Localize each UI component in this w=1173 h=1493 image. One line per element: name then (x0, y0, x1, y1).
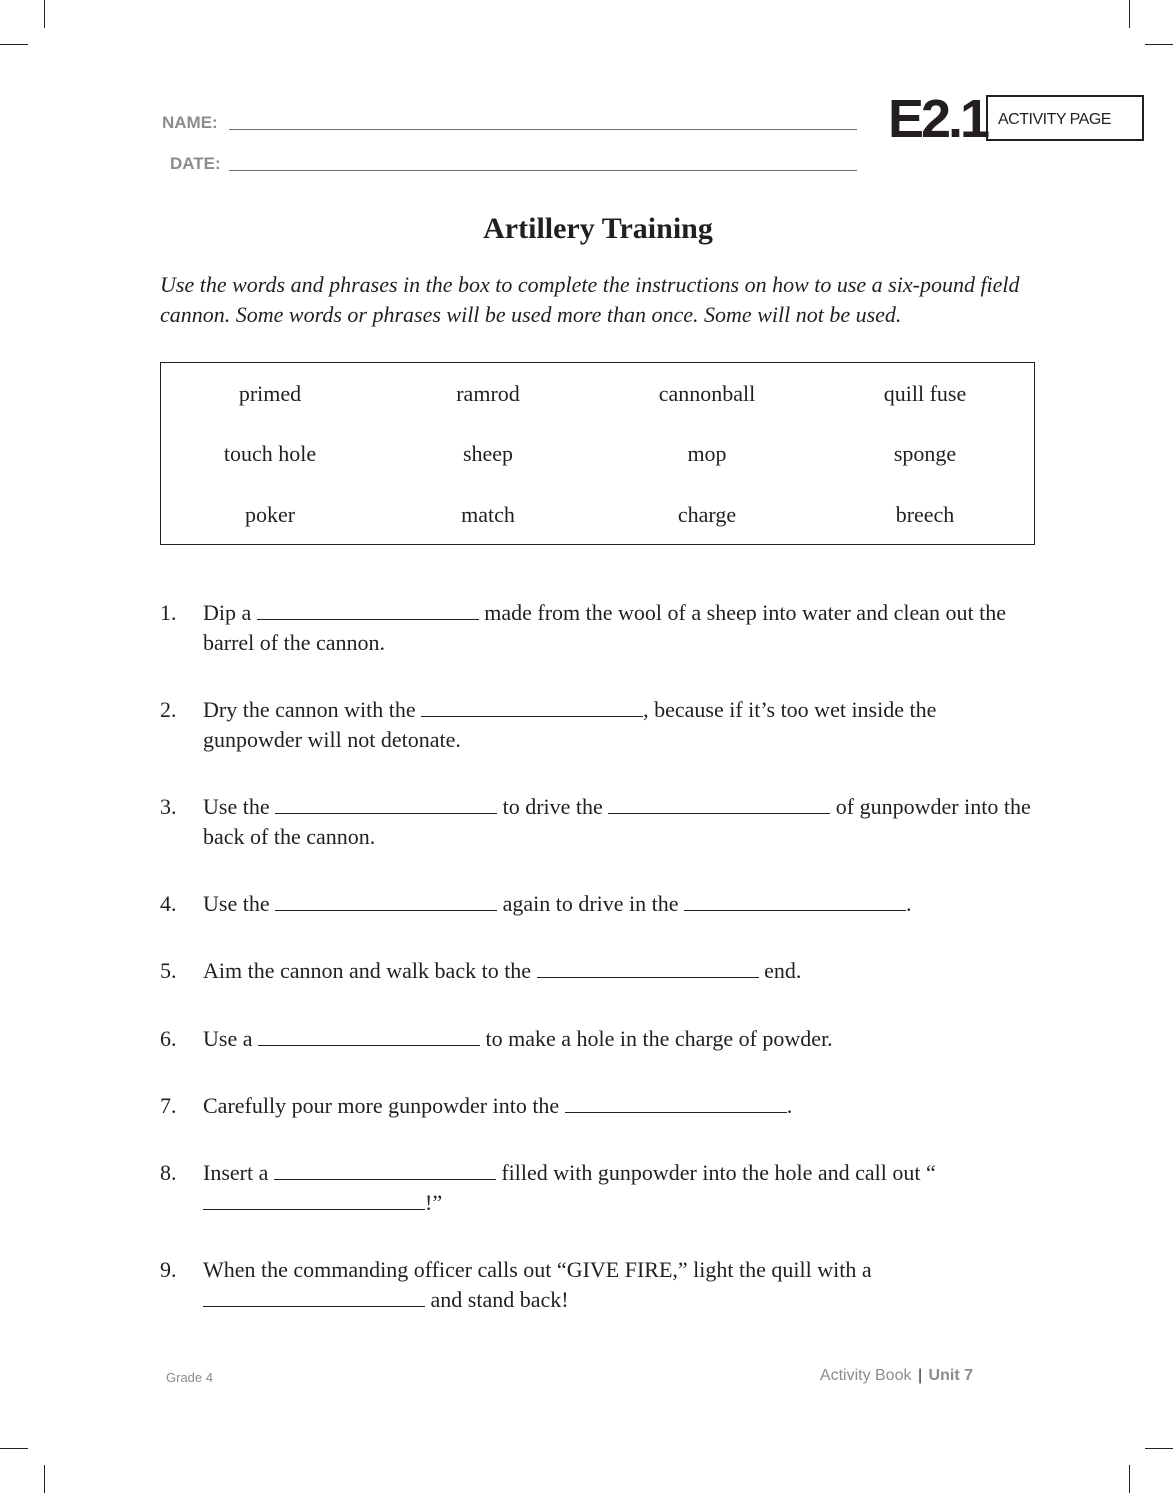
question-number: 8. (160, 1160, 177, 1185)
name-field[interactable] (229, 129, 857, 130)
answer-blank[interactable] (203, 1189, 425, 1210)
answer-blank[interactable] (257, 599, 479, 620)
crop-mark (1129, 1465, 1130, 1493)
word-bank-item: primed (238, 381, 302, 406)
activity-page-badge: ACTIVITY PAGE (986, 95, 1144, 141)
answer-blank[interactable] (537, 957, 759, 978)
crop-mark (1129, 0, 1130, 28)
answer-blank[interactable] (684, 890, 906, 911)
question-text: , because if it’s too wet inside the gunpowder will not detonate. (203, 697, 937, 752)
word-bank-item: sheep (462, 441, 514, 466)
footer-separator: | (917, 1367, 923, 1384)
crop-mark (0, 1448, 28, 1449)
question-5 (160, 956, 1040, 986)
word-bank (160, 362, 1035, 545)
crop-mark (44, 0, 45, 28)
instructions: Use the words and phrases in the box to complete the instructions on how to use a six-pound field cannon. Some words or phrases will be used more than once. Some will not be used. (160, 272, 1020, 327)
answer-blank[interactable] (203, 1286, 425, 1307)
question-4 (160, 889, 1040, 919)
answer-blank[interactable] (258, 1025, 480, 1046)
question-number: 3. (160, 794, 177, 819)
question-text: made from the wool of a sheep into water and clean out the barrel of the cannon. (203, 600, 1006, 655)
answer-blank[interactable] (275, 793, 497, 814)
question-7 (160, 1091, 1040, 1121)
question-text: Aim the cannon and walk back to the (203, 958, 537, 983)
answer-blank[interactable] (608, 793, 830, 814)
word-bank-item: ramrod (456, 381, 520, 406)
question-text: filled with gunpowder into the hole and call out “ (495, 1160, 936, 1185)
question-text: to drive the (497, 794, 609, 819)
page-title: Artillery Training (483, 212, 713, 245)
question-text: Dry the cannon with the (203, 697, 422, 722)
question-text: Use the (203, 794, 276, 819)
question-text: of gunpowder into the back of the cannon. (203, 794, 1031, 849)
question-number: 9. (160, 1257, 177, 1282)
question-number: 7. (160, 1093, 177, 1118)
word-bank-item: breech (895, 502, 955, 527)
name-label: NAME: (162, 113, 218, 132)
footer-grade: Grade 4 (166, 1370, 213, 1385)
word-bank-item: mop (687, 441, 727, 466)
date-field[interactable] (229, 170, 857, 171)
word-bank-item: quill fuse (883, 381, 967, 406)
word-bank-item: sponge (893, 441, 957, 466)
question-text: Dip a (203, 600, 257, 625)
question-text: again to drive in the (497, 891, 685, 916)
question-text: !” (425, 1190, 443, 1215)
activity-code: E2.1 (888, 89, 988, 149)
word-bank-item: match (461, 502, 515, 527)
question-1 (160, 598, 1040, 658)
question-text: Use a (203, 1026, 258, 1051)
answer-blank[interactable] (275, 890, 497, 911)
question-number: 2. (160, 697, 177, 722)
word-bank-item: charge (677, 502, 737, 527)
crop-mark (1145, 44, 1173, 45)
crop-mark (1145, 1448, 1173, 1449)
question-number: 1. (160, 600, 177, 625)
footer-book-unit (820, 1367, 973, 1385)
answer-blank[interactable] (274, 1159, 496, 1180)
question-6 (160, 1024, 1040, 1054)
crop-mark (0, 44, 28, 45)
word-bank-item: cannonball (658, 381, 756, 406)
word-bank-item: poker (244, 502, 296, 527)
question-number: 6. (160, 1026, 177, 1051)
question-number: 4. (160, 891, 177, 916)
question-text: Use the (203, 891, 276, 916)
question-text: . (786, 1093, 793, 1118)
question-text: Carefully pour more gunpowder into the (203, 1093, 565, 1118)
word-bank-item: touch hole (223, 441, 317, 466)
question-text: When the commanding officer calls out “GIVE FIRE,” light the quill with a (203, 1257, 872, 1282)
question-text: . (906, 891, 912, 916)
answer-blank[interactable] (565, 1092, 787, 1113)
crop-mark (44, 1465, 45, 1493)
question-8 (160, 1158, 1040, 1218)
date-label: DATE: (170, 154, 221, 173)
question-text: to make a hole in the charge of powder. (479, 1026, 833, 1051)
question-9 (160, 1255, 1040, 1315)
question-text: end. (758, 958, 802, 983)
question-text: Insert a (203, 1160, 274, 1185)
question-text: and stand back! (425, 1287, 569, 1312)
question-3 (160, 792, 1040, 852)
footer-book: Activity Book (819, 1367, 912, 1384)
question-number: 5. (160, 958, 177, 983)
answer-blank[interactable] (421, 696, 643, 717)
footer-unit: Unit 7 (928, 1367, 973, 1384)
question-2 (160, 695, 1040, 755)
